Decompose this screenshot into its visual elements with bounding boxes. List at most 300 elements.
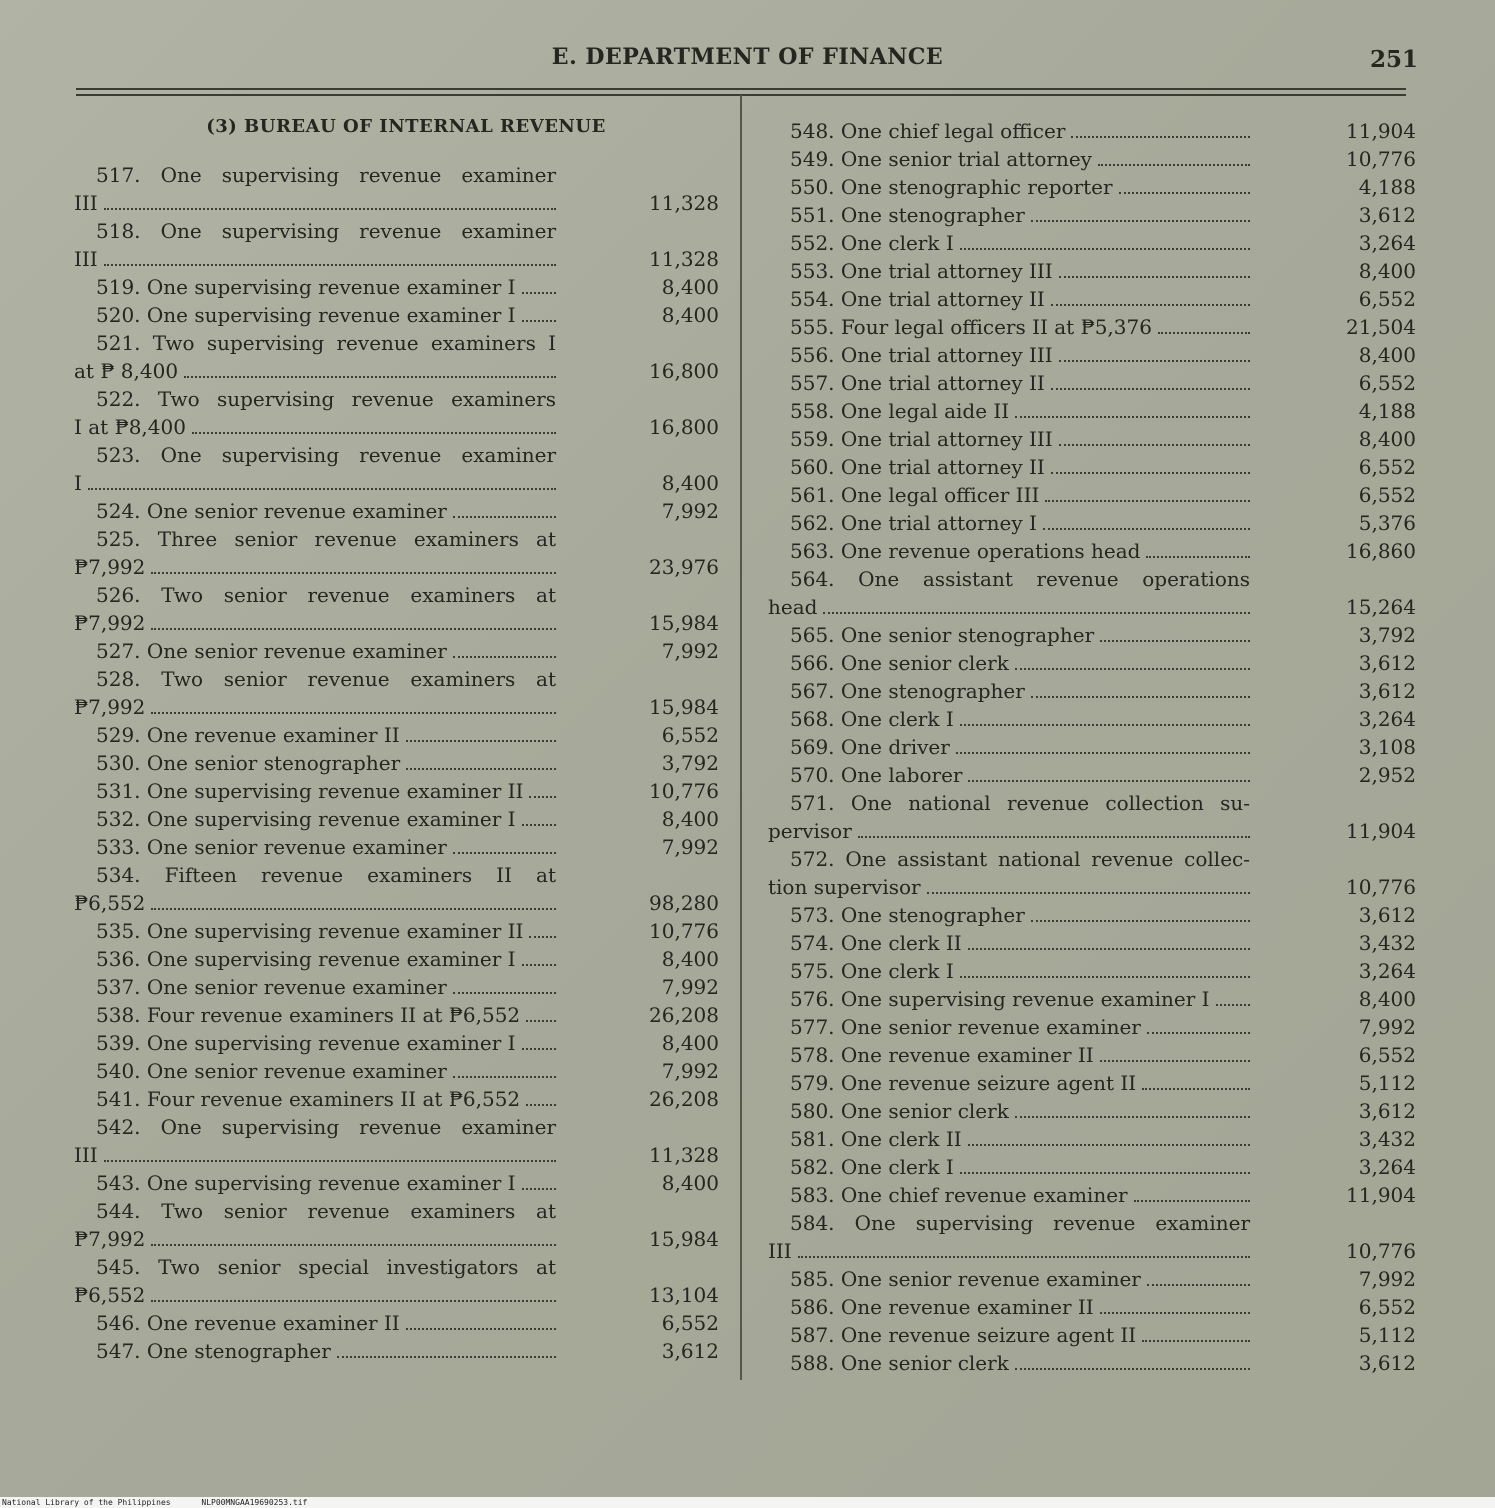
line-item-amount: 5,376 <box>1358 511 1416 535</box>
dot-leader <box>960 1172 1250 1174</box>
line-item-number: 585. <box>790 1267 835 1291</box>
line-item-number: 560. <box>790 455 835 479</box>
line-item-description <box>768 1153 960 1181</box>
line-item-text: One senior stenographer <box>840 623 1095 647</box>
line-item-description <box>74 1337 337 1365</box>
line-item-text: One trial attorney III <box>840 259 1053 283</box>
line-item <box>768 1041 1416 1069</box>
line-item-number: 529. <box>96 723 141 747</box>
line-item-text: One supervising revenue examiner <box>160 219 557 243</box>
line-item-description <box>74 1085 526 1113</box>
line-item-amount: 3,612 <box>1358 903 1416 927</box>
line-item <box>74 945 719 973</box>
line-item-description <box>768 1349 1015 1377</box>
line-item-amount: 15,984 <box>649 1227 719 1251</box>
page-number: 251 <box>1370 46 1419 73</box>
line-item-number: 576. <box>790 987 835 1011</box>
line-item-number: 557. <box>790 371 835 395</box>
line-item-amount: 7,992 <box>1358 1015 1416 1039</box>
line-item-amount: 6,552 <box>1358 1295 1416 1319</box>
line-item-continuation: ₱7,992 <box>74 1227 146 1251</box>
line-item-description <box>74 833 453 861</box>
line-item-text: Fifteen revenue examiners II at <box>164 863 556 887</box>
line-item-text: One trial attorney III <box>840 343 1053 367</box>
line-item-text: One legal officer III <box>840 483 1040 507</box>
line-item-text: Two supervising revenue examiners <box>157 387 557 411</box>
line-item-amount: 15,984 <box>649 611 719 635</box>
dot-leader <box>192 432 556 434</box>
line-item-number: 542. <box>96 1115 141 1139</box>
line-item <box>74 329 719 385</box>
dot-leader <box>1015 668 1250 670</box>
dot-leader <box>337 1356 556 1358</box>
line-item <box>768 1069 1416 1097</box>
line-item-description <box>768 1321 1142 1349</box>
line-item-description <box>768 929 968 957</box>
line-item <box>768 453 1416 481</box>
line-item-number: 582. <box>790 1155 835 1179</box>
line-item-description <box>768 229 960 257</box>
line-item-continuation: III <box>768 1239 792 1263</box>
line-item <box>768 1209 1416 1265</box>
line-item <box>768 1125 1416 1153</box>
line-item <box>768 285 1416 313</box>
line-item <box>74 1309 719 1337</box>
dot-leader <box>104 1160 556 1162</box>
dot-leader <box>1216 1004 1250 1006</box>
line-item-text: One senior revenue examiner <box>840 1267 1141 1291</box>
line-item <box>768 145 1416 173</box>
dot-leader <box>453 656 556 658</box>
line-item <box>768 929 1416 957</box>
dot-leader <box>453 992 556 994</box>
line-item-description <box>768 901 1031 929</box>
line-item-amount: 8,400 <box>661 947 719 971</box>
line-item-text: Two senior revenue examiners at <box>161 667 556 691</box>
line-item-description <box>768 537 1146 565</box>
line-item-number: 518. <box>96 219 141 243</box>
line-item-description <box>74 161 556 189</box>
line-item <box>74 525 719 581</box>
line-item-number: 565. <box>790 623 835 647</box>
line-item <box>768 117 1416 145</box>
line-item-number: 547. <box>96 1339 141 1363</box>
line-item-amount: 3,264 <box>1358 231 1416 255</box>
dot-leader <box>1031 696 1250 698</box>
line-item-number: 562. <box>790 511 835 535</box>
line-item-amount: 13,104 <box>649 1283 719 1307</box>
line-item-description <box>74 1001 526 1029</box>
dot-leader <box>1119 192 1250 194</box>
line-item-text: One trial attorney I <box>840 511 1037 535</box>
line-item <box>74 581 719 637</box>
line-item-amount: 10,776 <box>649 779 719 803</box>
line-item-text: Three senior revenue examiners at <box>157 527 556 551</box>
line-item-continuation: ₱6,552 <box>74 891 146 915</box>
line-item-amount: 11,328 <box>649 247 719 271</box>
line-item-text: One national revenue collection su- <box>850 791 1251 815</box>
line-item-text: One chief legal officer <box>840 119 1066 143</box>
line-item-number: 578. <box>790 1043 835 1067</box>
line-item-text: One revenue seizure agent II <box>840 1071 1137 1095</box>
line-item-number: 572. <box>790 847 835 871</box>
line-item-amount: 98,280 <box>649 891 719 915</box>
line-item <box>768 733 1416 761</box>
line-item-text: One trial attorney II <box>840 455 1045 479</box>
line-item-text: One revenue seizure agent II <box>840 1323 1137 1347</box>
line-item-description <box>74 217 556 245</box>
line-item-text: One revenue examiner II <box>146 723 400 747</box>
line-item-description <box>74 973 453 1001</box>
line-item-number: 551. <box>790 203 835 227</box>
line-item-description <box>74 861 556 889</box>
line-item-number: 570. <box>790 763 835 787</box>
line-item-number: 520. <box>96 303 141 327</box>
line-item <box>74 161 719 217</box>
line-item-amount: 3,264 <box>1358 959 1416 983</box>
line-item-description <box>74 637 453 665</box>
line-item-number: 546. <box>96 1311 141 1335</box>
line-item-text: One clerk II <box>840 1127 962 1151</box>
line-item-description <box>768 117 1071 145</box>
dot-leader <box>151 1244 556 1246</box>
dot-leader <box>1100 640 1250 642</box>
line-item <box>768 229 1416 257</box>
dot-leader <box>151 572 556 574</box>
line-item-text: One senior revenue examiner <box>146 975 447 999</box>
line-item-number: 583. <box>790 1183 835 1207</box>
dot-leader <box>968 1144 1250 1146</box>
line-item-description <box>768 957 960 985</box>
line-item <box>768 1349 1416 1377</box>
line-item-amount: 15,264 <box>1346 595 1416 619</box>
line-item-amount: 3,792 <box>661 751 719 775</box>
line-item <box>768 1293 1416 1321</box>
line-item-description <box>74 917 529 945</box>
dot-leader <box>1059 360 1250 362</box>
line-item <box>74 861 719 917</box>
line-item <box>74 721 719 749</box>
dot-leader <box>151 908 556 910</box>
line-item-number: 568. <box>790 707 835 731</box>
line-item <box>74 1253 719 1309</box>
line-item-text: One assistant revenue operations <box>858 567 1251 591</box>
dot-leader <box>1031 220 1250 222</box>
line-item-number: 580. <box>790 1099 835 1123</box>
line-item-text: One supervising revenue examiner I <box>840 987 1210 1011</box>
line-item-text: One trial attorney II <box>840 371 1045 395</box>
line-item-number: 564. <box>790 567 835 591</box>
line-item-text: Two senior revenue examiners at <box>161 1199 556 1223</box>
line-item-number: 538. <box>96 1003 141 1027</box>
line-item-continuation: pervisor <box>768 819 852 843</box>
dot-leader <box>823 612 1250 614</box>
line-item-amount: 16,800 <box>649 415 719 439</box>
line-item <box>768 705 1416 733</box>
line-item-amount: 3,792 <box>1358 623 1416 647</box>
line-item-description <box>74 385 556 413</box>
footer-file-id: NLP00MNGAA19690253.tif <box>201 1498 308 1507</box>
line-item-text: One stenographer <box>840 679 1025 703</box>
line-item-number: 523. <box>96 443 141 467</box>
line-item-amount: 3,264 <box>1358 707 1416 731</box>
line-item <box>74 665 719 721</box>
line-item-amount: 15,984 <box>649 695 719 719</box>
line-item-number: 586. <box>790 1295 835 1319</box>
line-item-amount: 8,400 <box>661 1031 719 1055</box>
line-item-amount: 4,188 <box>1358 399 1416 423</box>
line-item-description <box>768 285 1051 313</box>
line-item-amount: 21,504 <box>1346 315 1416 339</box>
line-item-description <box>74 273 522 301</box>
line-item <box>768 173 1416 201</box>
line-item-description <box>768 1209 1250 1237</box>
line-item-number: 581. <box>790 1127 835 1151</box>
line-item-description <box>74 805 522 833</box>
line-item-text: One laborer <box>840 763 963 787</box>
line-item-text: Four revenue examiners II at ₱6,552 <box>146 1087 521 1111</box>
line-item-text: One revenue examiner II <box>840 1295 1094 1319</box>
line-item-amount: 8,400 <box>661 807 719 831</box>
line-item-amount: 11,328 <box>649 191 719 215</box>
line-item-number: 571. <box>790 791 835 815</box>
dot-leader <box>798 1256 1250 1258</box>
line-item <box>74 973 719 1001</box>
line-item <box>768 1321 1416 1349</box>
dot-leader <box>1031 920 1250 922</box>
line-item-description <box>768 313 1158 341</box>
line-item-description <box>768 481 1045 509</box>
line-item-amount: 8,400 <box>661 1171 719 1195</box>
line-item-text: One supervising revenue examiner I <box>146 303 516 327</box>
line-item <box>74 1085 719 1113</box>
line-item-description <box>768 649 1015 677</box>
dot-leader <box>1015 416 1250 418</box>
line-item-text: One supervising revenue examiner <box>160 443 557 467</box>
line-item-description <box>74 525 556 553</box>
line-item <box>74 833 719 861</box>
line-item-text: One supervising revenue examiner II <box>146 919 524 943</box>
dot-leader <box>453 516 556 518</box>
line-item <box>768 397 1416 425</box>
line-item <box>768 789 1416 845</box>
line-item-text: Two senior revenue examiners at <box>161 583 556 607</box>
line-item-number: 555. <box>790 315 835 339</box>
dot-leader <box>522 292 556 294</box>
line-item-number: 567. <box>790 679 835 703</box>
line-item-number: 531. <box>96 779 141 803</box>
dot-leader <box>529 796 556 798</box>
line-item-description <box>74 665 556 693</box>
line-item-amount: 8,400 <box>661 303 719 327</box>
section-title: (3) BUREAU OF INTERNAL REVENUE <box>206 116 606 137</box>
line-item-amount: 5,112 <box>1358 1323 1416 1347</box>
dot-leader <box>1100 1312 1250 1314</box>
line-item-text: One senior clerk <box>840 1099 1009 1123</box>
line-item-number: 536. <box>96 947 141 971</box>
right-column <box>768 117 1416 1377</box>
line-item-amount: 7,992 <box>1358 1267 1416 1291</box>
line-item-amount: 7,992 <box>661 835 719 859</box>
line-item <box>768 677 1416 705</box>
line-item-description <box>768 201 1031 229</box>
line-item <box>74 1029 719 1057</box>
dot-leader <box>1071 136 1250 138</box>
line-item-number: 537. <box>96 975 141 999</box>
line-item-number: 549. <box>790 147 835 171</box>
dot-leader <box>104 208 556 210</box>
line-item-amount: 8,400 <box>661 275 719 299</box>
line-item <box>74 805 719 833</box>
line-item <box>74 1113 719 1169</box>
line-item-amount: 7,992 <box>661 1059 719 1083</box>
line-item <box>768 369 1416 397</box>
line-item-description <box>74 301 522 329</box>
line-item-description <box>768 761 968 789</box>
line-item <box>74 497 719 525</box>
line-item-number: 577. <box>790 1015 835 1039</box>
dot-leader <box>88 488 556 490</box>
line-item-description <box>768 369 1051 397</box>
line-item-text: One stenographer <box>840 903 1025 927</box>
line-item-number: 548. <box>790 119 835 143</box>
line-item-text: Two senior special investigators at <box>158 1255 556 1279</box>
line-item-description <box>768 1125 968 1153</box>
line-item-continuation: tion supervisor <box>768 875 921 899</box>
scan-footer <box>0 1497 1495 1508</box>
dot-leader <box>453 1076 556 1078</box>
dot-leader <box>1146 556 1250 558</box>
line-item-number: 541. <box>96 1087 141 1111</box>
line-item-number: 540. <box>96 1059 141 1083</box>
dot-leader <box>526 1020 556 1022</box>
dot-leader <box>406 768 556 770</box>
line-item-text: Four revenue examiners II at ₱6,552 <box>146 1003 521 1027</box>
line-item-description <box>768 1293 1100 1321</box>
dot-leader <box>968 780 1250 782</box>
line-item-description <box>768 845 1250 873</box>
line-item-description <box>768 1041 1100 1069</box>
line-item-amount: 11,328 <box>649 1143 719 1167</box>
line-item-description <box>74 945 522 973</box>
dot-leader <box>522 964 556 966</box>
line-item <box>768 201 1416 229</box>
line-item-description <box>768 453 1051 481</box>
line-item-amount: 2,952 <box>1358 763 1416 787</box>
line-item-continuation: I <box>74 471 82 495</box>
line-item-number: 579. <box>790 1071 835 1095</box>
line-item-number: 550. <box>790 175 835 199</box>
line-item-amount: 11,904 <box>1346 119 1416 143</box>
line-item-description <box>768 397 1015 425</box>
line-item <box>74 749 719 777</box>
line-item-text: One supervising revenue examiner I <box>146 1031 516 1055</box>
line-item-amount: 3,432 <box>1358 931 1416 955</box>
line-item-number: 539. <box>96 1031 141 1055</box>
line-item-description <box>74 441 556 469</box>
line-item <box>74 637 719 665</box>
dot-leader <box>151 712 556 714</box>
line-item-description <box>768 985 1216 1013</box>
line-item <box>768 313 1416 341</box>
dot-leader <box>1142 1340 1250 1342</box>
dot-leader <box>960 248 1250 250</box>
line-item-description <box>768 257 1059 285</box>
dot-leader <box>1059 444 1250 446</box>
line-item <box>768 761 1416 789</box>
left-column <box>74 161 719 1365</box>
line-item-amount: 3,612 <box>661 1339 719 1363</box>
dot-leader <box>151 1300 556 1302</box>
dot-leader <box>1051 472 1250 474</box>
line-item-continuation: head <box>768 595 818 619</box>
dot-leader <box>960 724 1250 726</box>
dot-leader <box>151 628 556 630</box>
dot-leader <box>858 836 1250 838</box>
line-item-text: One stenographic reporter <box>840 175 1113 199</box>
line-item-number: 545. <box>96 1255 141 1279</box>
line-item-description <box>74 1057 453 1085</box>
line-item-description <box>768 145 1098 173</box>
line-item-amount: 16,800 <box>649 359 719 383</box>
line-item-continuation: ₱6,552 <box>74 1283 146 1307</box>
line-item-description <box>768 1181 1134 1209</box>
line-item-text: One revenue examiner II <box>840 1043 1094 1067</box>
column-divider <box>740 95 742 1380</box>
line-item-number: 559. <box>790 427 835 451</box>
line-item-amount: 6,552 <box>1358 371 1416 395</box>
line-item-number: 533. <box>96 835 141 859</box>
line-item <box>74 1001 719 1029</box>
line-item <box>768 1181 1416 1209</box>
line-item-amount: 8,400 <box>1358 987 1416 1011</box>
line-item-number: 535. <box>96 919 141 943</box>
line-item-amount: 26,208 <box>649 1003 719 1027</box>
line-item-text: One clerk I <box>840 707 954 731</box>
line-item <box>74 1169 719 1197</box>
line-item <box>768 565 1416 621</box>
dot-leader <box>522 1048 556 1050</box>
line-item-text: Four legal officers II at ₱5,376 <box>840 315 1152 339</box>
line-item-text: One supervising revenue examiner <box>854 1211 1251 1235</box>
dot-leader <box>1147 1284 1250 1286</box>
line-item-number: 561. <box>790 483 835 507</box>
dot-leader <box>529 936 556 938</box>
line-item-amount: 3,612 <box>1358 1351 1416 1375</box>
line-item-amount: 6,552 <box>1358 1043 1416 1067</box>
line-item-continuation: I at ₱8,400 <box>74 415 186 439</box>
dot-leader <box>526 1104 556 1106</box>
line-item-description <box>768 1265 1147 1293</box>
line-item-amount: 7,992 <box>661 975 719 999</box>
dot-leader <box>406 740 556 742</box>
line-item-text: One supervising revenue examiner <box>160 1115 557 1139</box>
line-item-amount: 11,904 <box>1346 1183 1416 1207</box>
line-item-amount: 6,552 <box>1358 483 1416 507</box>
dot-leader <box>1051 304 1250 306</box>
line-item-description <box>74 1197 556 1225</box>
line-item-text: One chief revenue examiner <box>840 1183 1128 1207</box>
line-item-number: 525. <box>96 527 141 551</box>
line-item-number: 588. <box>790 1351 835 1375</box>
line-item-amount: 3,108 <box>1358 735 1416 759</box>
line-item-number: 534. <box>96 863 141 887</box>
line-item-description <box>768 621 1100 649</box>
dot-leader <box>453 852 556 854</box>
line-item-text: One supervising revenue examiner I <box>146 807 516 831</box>
dot-leader <box>968 948 1250 950</box>
line-item-description <box>768 425 1059 453</box>
